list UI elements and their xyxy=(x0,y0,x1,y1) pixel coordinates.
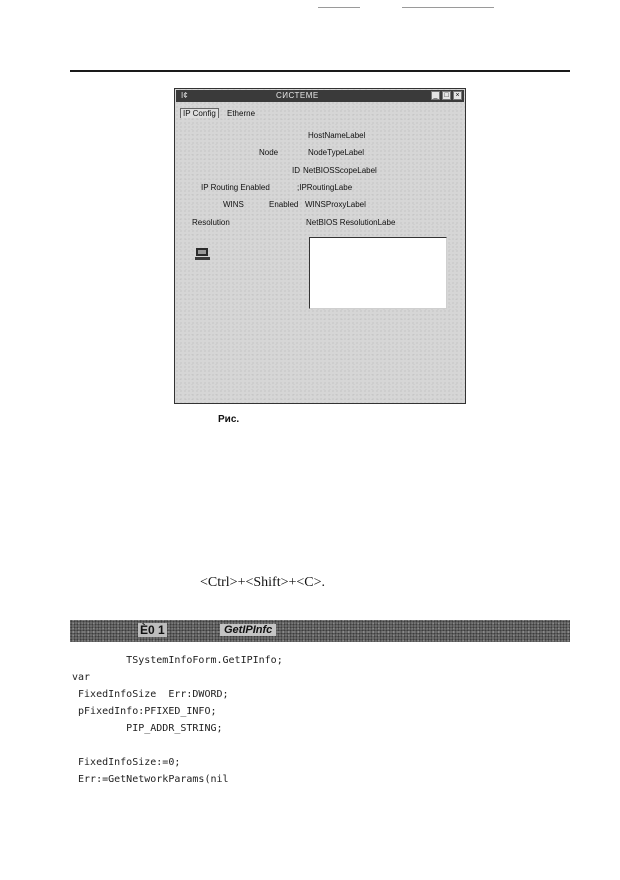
hostname-value: HostNameLabel xyxy=(308,131,366,140)
code-line: TSystemInfoForm.GetIPInfo; xyxy=(72,655,283,666)
netbios-scope-value: NetBIOSScopeLabel xyxy=(303,166,377,175)
hotkey-text: <Ctrl>+<Shift>+<C>. xyxy=(200,575,326,590)
id-label: ID xyxy=(292,166,300,175)
window-title: СИСТЕМЕ xyxy=(276,91,319,100)
wins-label: WINS xyxy=(223,200,244,209)
node-label: Node xyxy=(259,148,279,157)
code-line: FixedInfoSize Err:DWORD; xyxy=(72,689,229,700)
maximize-button[interactable]: □ xyxy=(442,91,451,100)
header-rule xyxy=(70,70,570,72)
computer-icon xyxy=(195,247,211,261)
window-titlebar[interactable] xyxy=(176,90,464,102)
node-type-value: NodeTypeLabel xyxy=(308,148,365,157)
code-line: PIP_ADDR_STRING; xyxy=(72,723,223,734)
tab-strip xyxy=(180,109,261,118)
listing-name: GetIPInfc xyxy=(220,624,276,636)
listing-number: Ѐ0 1 xyxy=(140,623,165,637)
ip-routing-label: IP Routing Enabled xyxy=(201,183,270,192)
wins-enabled-label: Enabled xyxy=(269,200,299,209)
resolution-label: Resolution xyxy=(192,218,230,227)
tab-ethernet[interactable]: Etherne xyxy=(227,109,256,118)
info-memo[interactable] xyxy=(309,237,447,309)
system-info-window xyxy=(174,88,466,404)
netbios-resolution-value: NetBIOS ResolutionLabe xyxy=(306,218,396,227)
code-listing xyxy=(72,652,283,788)
tab-ip-config[interactable]: IP Config xyxy=(180,108,219,118)
code-line: var xyxy=(72,672,91,683)
ip-routing-value: ;IPRoutingLabe xyxy=(297,183,353,192)
code-line: FixedInfoSize:=0; xyxy=(72,757,181,768)
minimize-button[interactable]: _ xyxy=(431,91,440,100)
code-line: Err:=GetNetworkParams(nil xyxy=(72,774,229,785)
window-app-icon: I¢ xyxy=(181,91,188,100)
figure-caption: Рис. xyxy=(218,414,240,425)
listing-header xyxy=(70,620,570,642)
code-line: pFixedInfo:PFIXED_INFO; xyxy=(72,706,217,717)
close-button[interactable]: × xyxy=(453,91,462,100)
wins-proxy-value: WINSProxyLabel xyxy=(305,200,366,209)
scan-speck xyxy=(402,7,494,8)
scan-speck xyxy=(318,7,360,8)
